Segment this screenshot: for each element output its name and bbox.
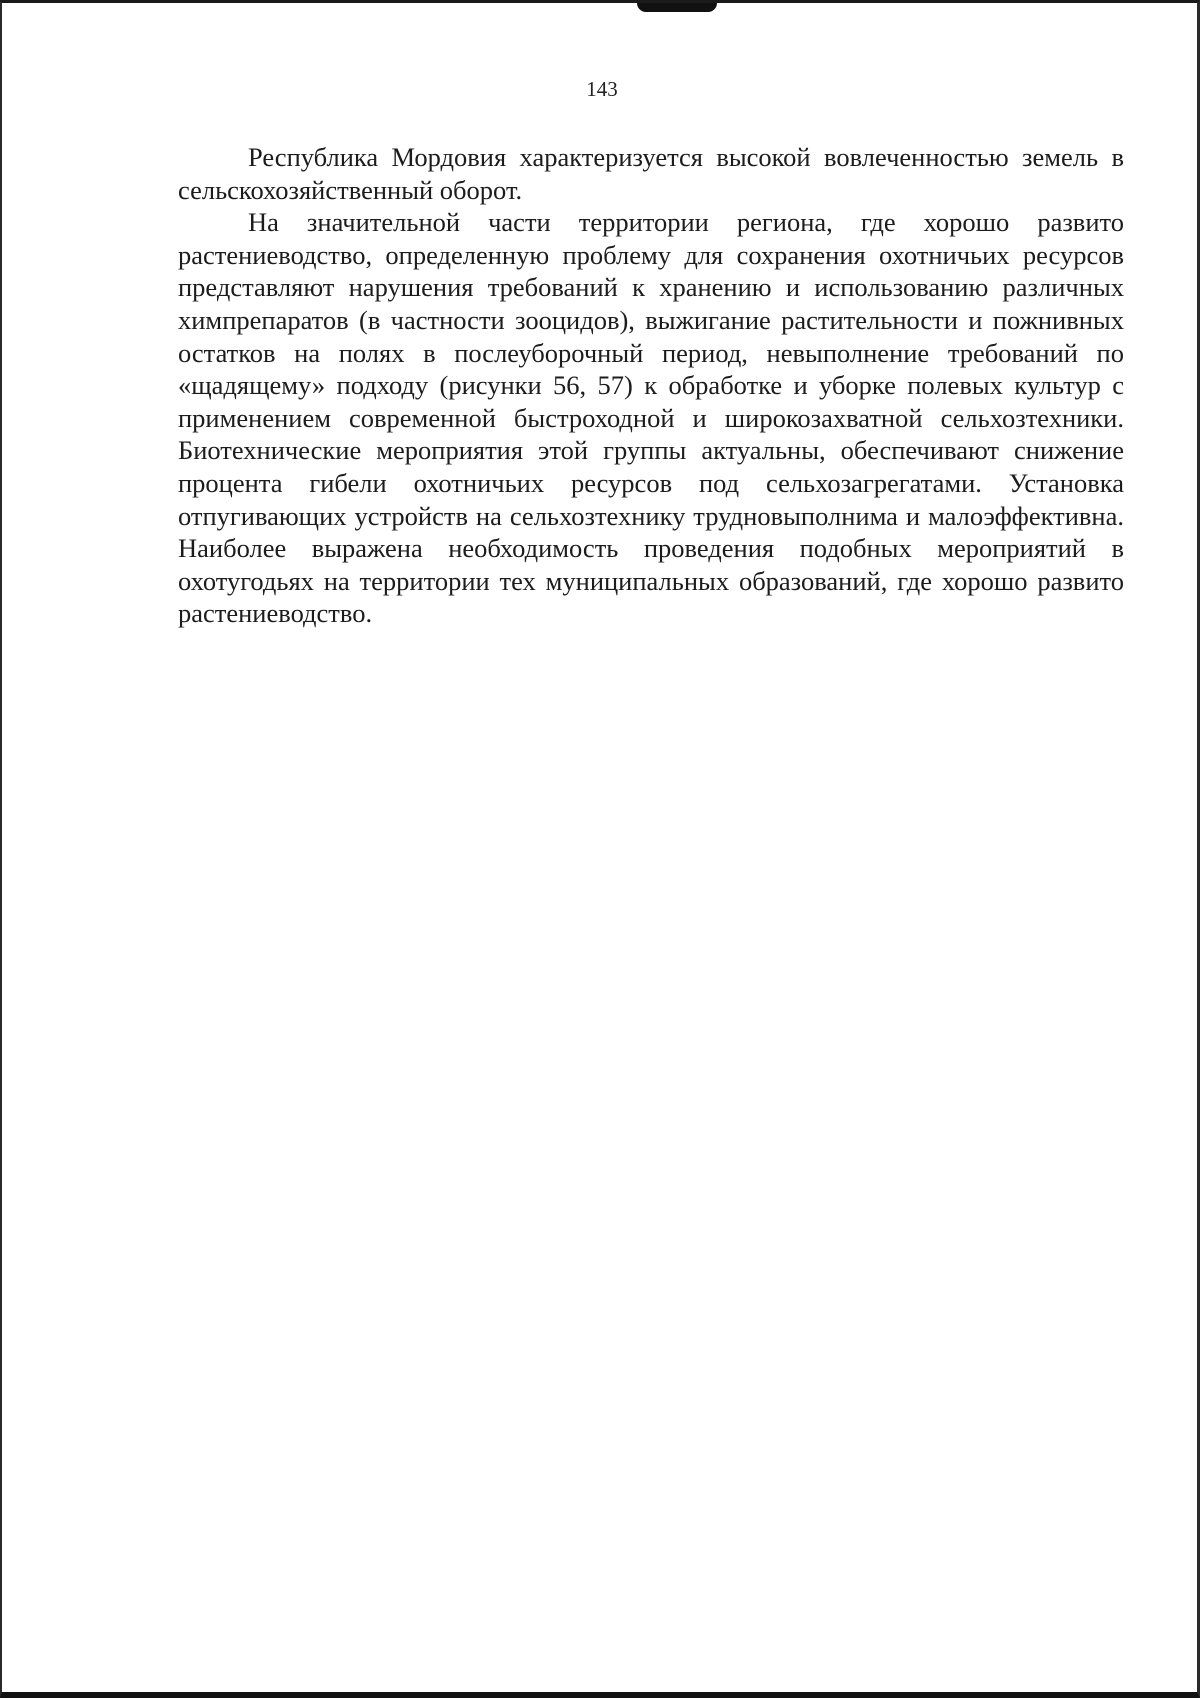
scan-edge-mark [637, 3, 717, 12]
page-number: 143 [586, 77, 618, 101]
body-text [178, 141, 1124, 630]
paragraph-2: На значительной части территории региона, где хорошо развито растениеводство, определенную проблему для сохранения охотничьих ресурсов представляют нарушения требований к хранению и использованию различных химпрепаратов (в частности зооцидов), выжигание растительности и пожнивных остатков на полях в послеуборочный период, невыполнение требований по «щадящему» подходу (рисунки 56, 57) к обработке и уборке полевых культур с применением современной быстроходной и широкозахватной сельхозтехники. Биотехнические мероприятия этой группы актуальны, обеспечивают снижение процента гибели охотничьих ресурсов под сельхозагрегатами. Установка отпугивающих устройств на сельхозтехнику трудновыполнима и малоэффективна. Наиболее выражена необходимость проведения подобных мероприятий в охотугодьях на территории тех муниципальных образований, где хорошо развито растениеводство. [178, 207, 1124, 629]
paragraph-1: Республика Мордовия характеризуется высокой вовлеченностью земель в сельскохозяйственный оборот. [178, 142, 1124, 205]
